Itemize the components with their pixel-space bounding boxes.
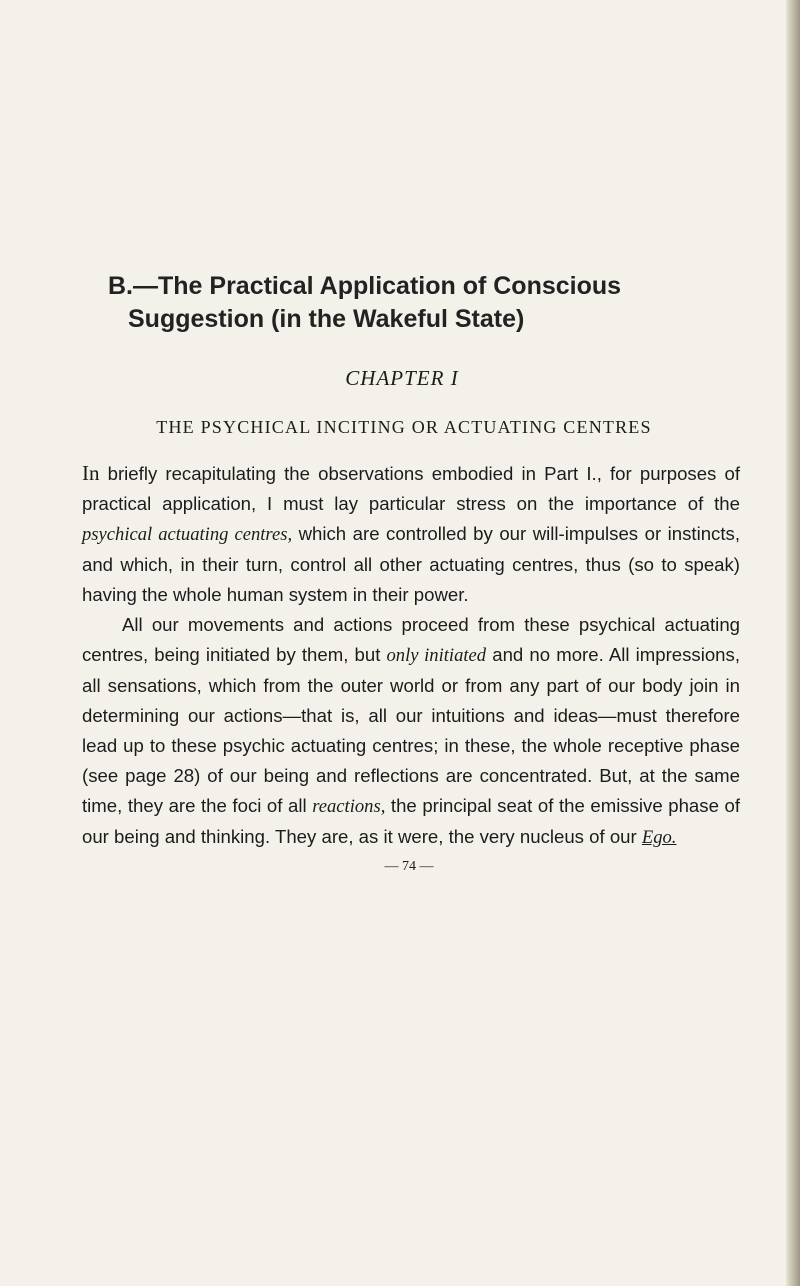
emphasis-ego: Ego. <box>641 827 677 848</box>
chapter-title: CHAPTER I <box>345 366 459 390</box>
paragraph-2-text-b: and no more. All impressions, all sensations, which from the outer world or from any part of our body join in determining our actions—that is, all our intuitions and ideas—must therefore lead up to these psychic actuating centres; in these, the whole receptive phase (see page 28) of our being and reflections are concentrated. But, at the same time, they are the foci of all <box>82 644 740 816</box>
body-text <box>82 458 740 853</box>
drop-cap: In <box>82 461 100 485</box>
paragraph-1-text-b: which are controlled by our will-impulses or instincts, and which, in their turn, control all other actuating centres, thus (so to speak) having the whole human system in their power. <box>82 523 740 605</box>
page-edge <box>786 0 800 1286</box>
section-heading <box>108 270 742 336</box>
page-number: — 74 — <box>384 859 434 874</box>
emphasis-reactions: reactions, <box>312 796 386 817</box>
section-heading-line-2: Suggestion (in the Wakeful State) <box>128 305 525 333</box>
page-content <box>82 270 742 875</box>
paragraph-2 <box>82 610 740 853</box>
section-heading-line-1: B.—The Practical Application of Conscious <box>108 272 622 300</box>
paragraph-1-text-a: briefly recapitulating the observations embodied in Part I., for purposes of practical application, I must lay particular stress on the importance of the <box>82 463 740 514</box>
emphasis-only-initiated: only initiated <box>386 645 487 666</box>
paragraph-2-text-c: the principal seat of the emissive phase of our being and thinking. They are, as it were, the very nucleus of our <box>82 795 740 847</box>
paragraph-1 <box>82 458 740 610</box>
emphasis-psychical-actuating-centres: psychical actuating centres, <box>82 524 293 545</box>
paragraph-2-text-a: All our movements and actions proceed from these psychical actuating centres, being initiated by them, but <box>82 614 740 665</box>
chapter-subtitle: THE PSYCHICAL INCITING OR ACTUATING CENTRES <box>156 417 652 437</box>
